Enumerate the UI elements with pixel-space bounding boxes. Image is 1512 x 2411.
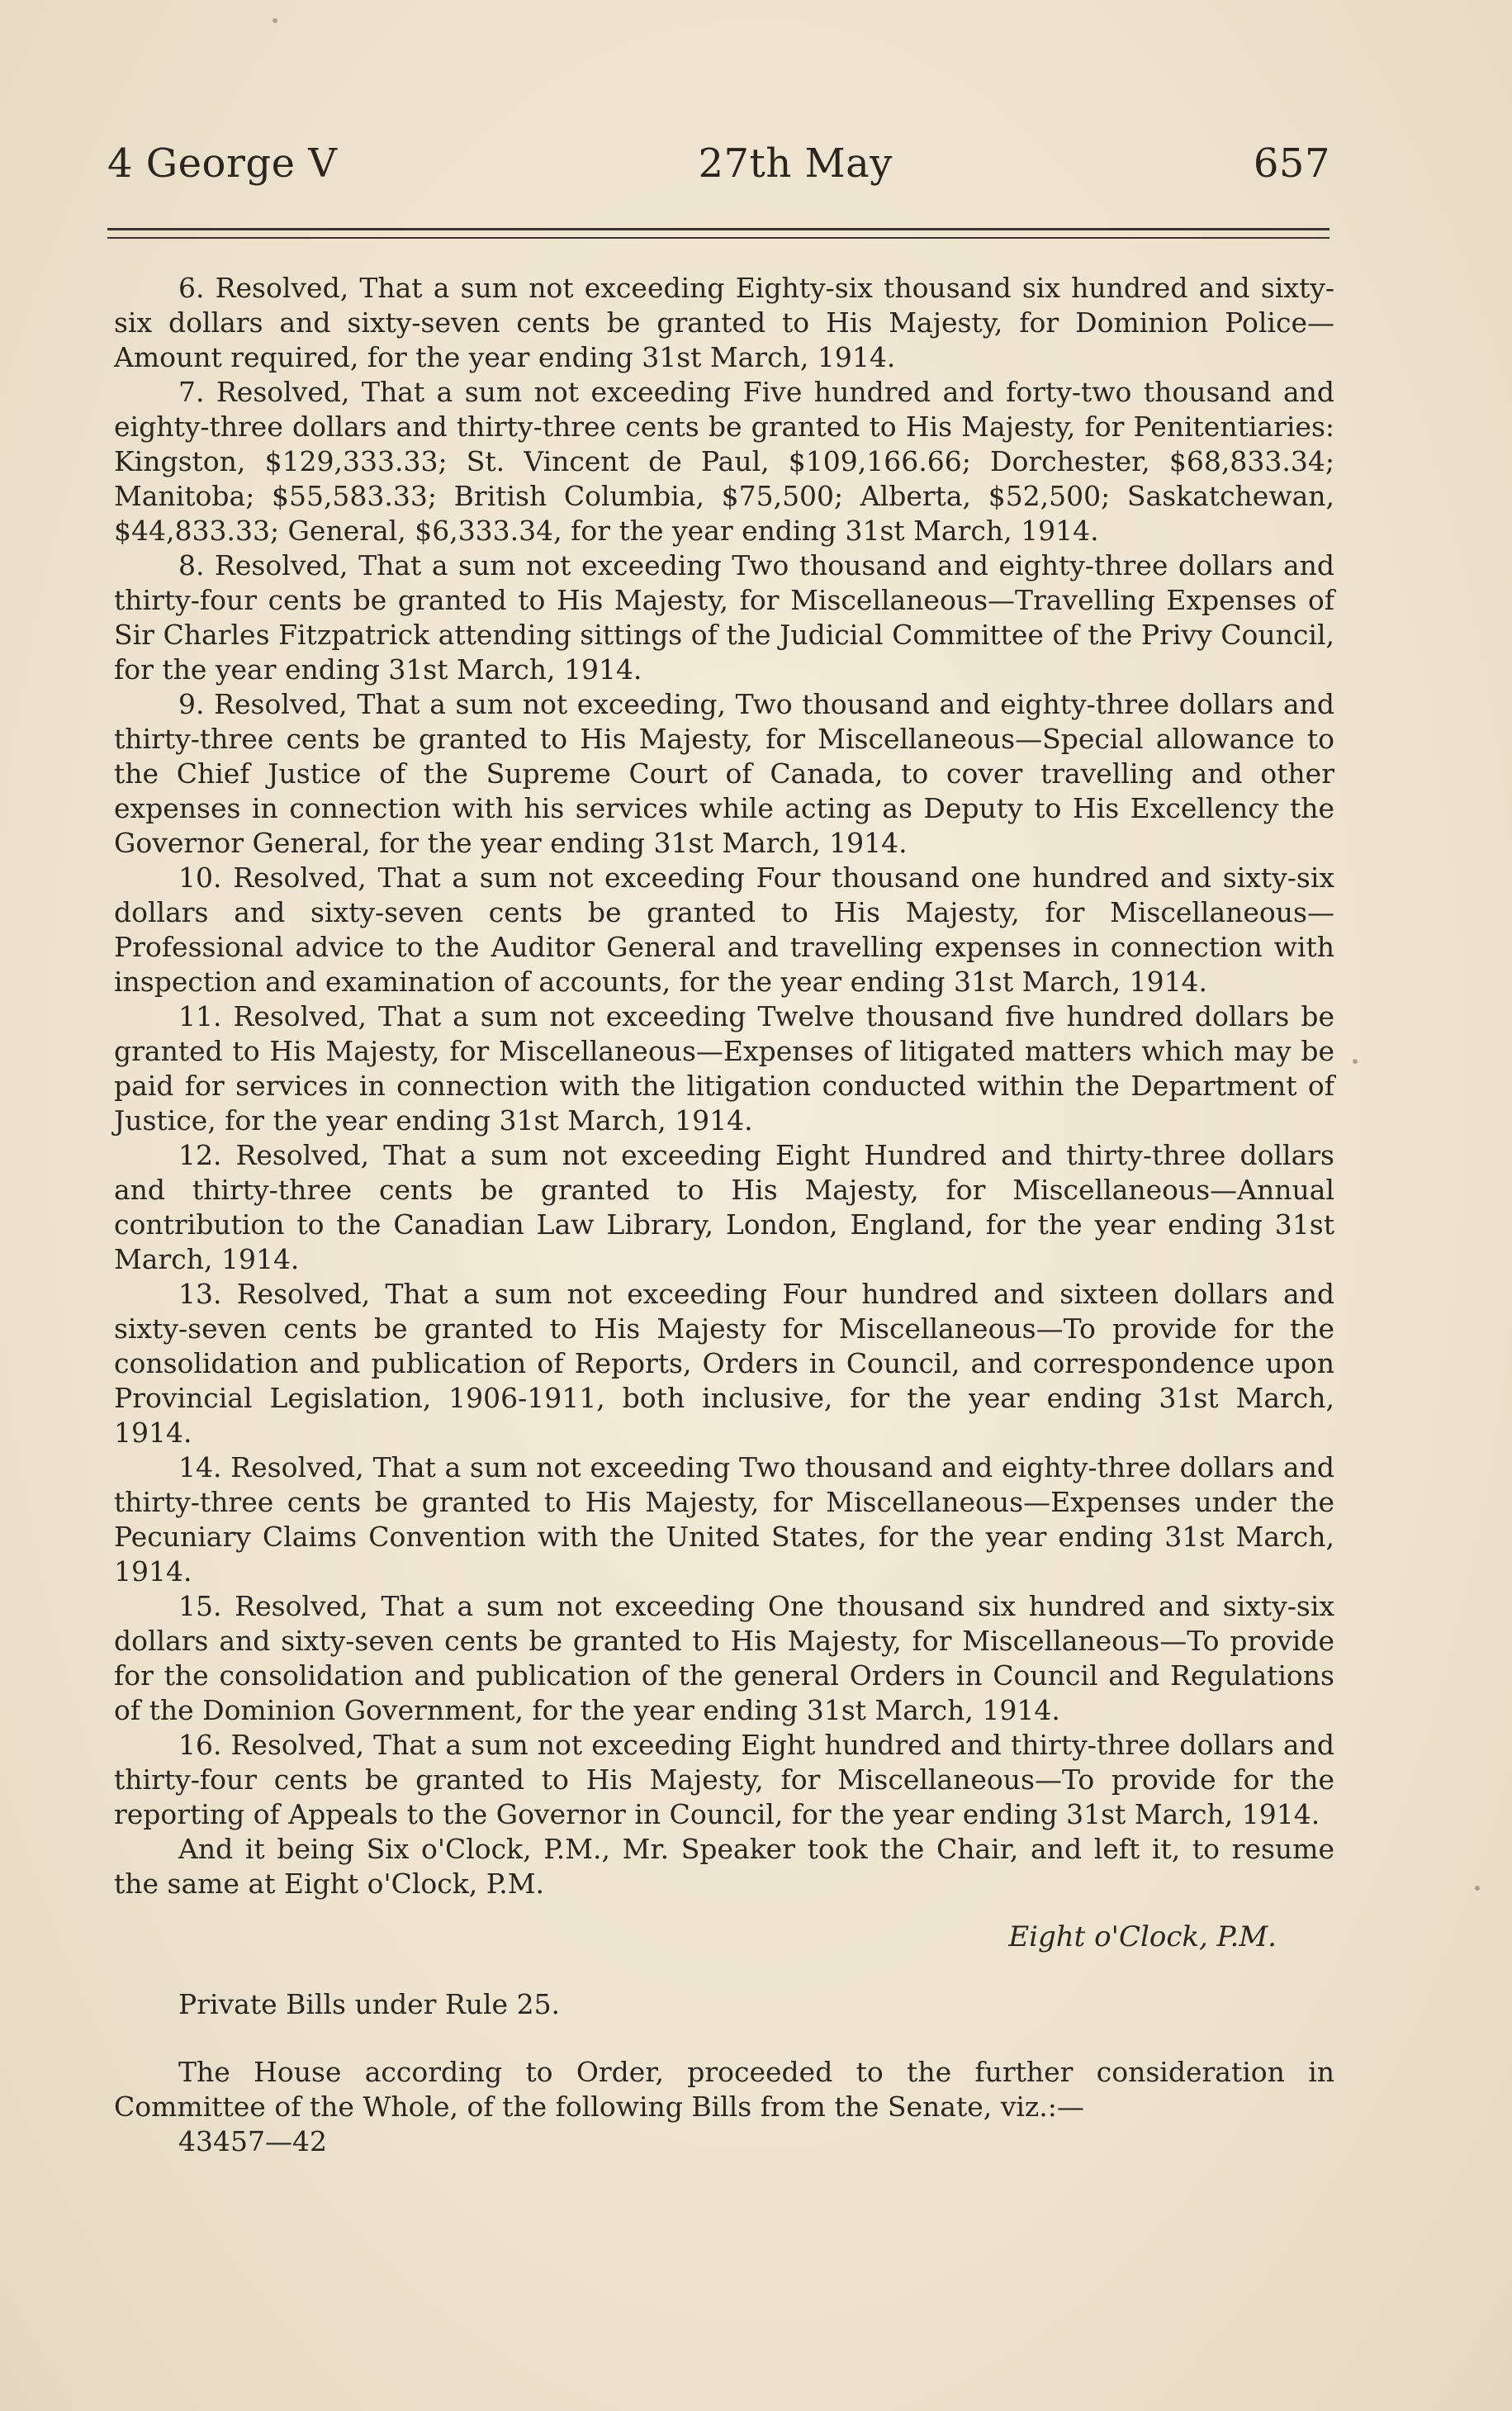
paper-speck bbox=[1353, 1059, 1358, 1064]
resolution-paragraph: 7. Resolved, That a sum not exceeding Five hundred and forty-two thousand and eighty-three dollars and thirty-three cents be granted to His Majesty, for Penitentiaries: Kingston, $129,333.33; St. Vincent de Paul, $109,166.66; Dorchester, $68,833.34; Manitoba; $55,583.33; British Columbia, $75,500; Alberta, $52,500; Saskatchewan, $44,833.33; General, $6,333.34, for the year ending 31st March, 1914. bbox=[114, 376, 1334, 547]
header-regnal-year: 4 George V bbox=[107, 140, 338, 187]
journal-body bbox=[114, 271, 1334, 2159]
resolution-paragraph: 14. Resolved, That a sum not exceeding Two thousand and eighty-three dollars and thirty-three cents be granted to His Majesty, for Miscellaneous—Expenses under the Pecuniary Claims Convention with the United States, for the year ending 31st March, 1914. bbox=[114, 1451, 1334, 1588]
paper-speck bbox=[273, 18, 277, 23]
resolution-paragraph: 13. Resolved, That a sum not exceeding Four hundred and sixteen dollars and sixty-seven cents be granted to His Majesty for Miscellaneous—To provide for the consolidation and publication of Reports, Orders in Council, and correspondence upon Provincial Legislation, 1906-1911, both inclusive, for the year ending 31st March, 1914. bbox=[114, 1278, 1334, 1449]
printer-signature-code: 43457—42 bbox=[178, 2125, 327, 2157]
resolution-paragraph: 6. Resolved, That a sum not exceeding Eighty-six thousand six hundred and sixty-six dollars and sixty-seven cents be granted to His Majesty, for Dominion Police—Amount required, for the year ending 31st March, 1914. bbox=[114, 272, 1334, 373]
resolution-paragraph: 8. Resolved, That a sum not exceeding Two thousand and eighty-three dollars and thirty-four cents be granted to His Majesty, for Miscellaneous—Travelling Expenses of Sir Charles Fitzpatrick attending sittings of the Judicial Committee of the Privy Council, for the year ending 31st March, 1914. bbox=[114, 549, 1334, 686]
header-rule-top bbox=[107, 228, 1330, 230]
resolution-paragraph: 10. Resolved, That a sum not exceeding Four thousand one hundred and sixty-six dollars and sixty-seven cents be granted to His Majesty, for Miscellaneous—Professional advice to the Auditor General and travelling expenses in connection with inspection and examination of accounts, for the year ending 31st March, 1914. bbox=[114, 861, 1334, 998]
committee-intro: The House according to Order, proceeded to the further consideration in Committee of the Whole, of the following Bills from the Senate, viz.:— bbox=[114, 2056, 1334, 2123]
header-page-number: 657 bbox=[1253, 140, 1330, 187]
header-date: 27th May bbox=[698, 140, 893, 187]
section-heading: Private Bills under Rule 25. bbox=[178, 1988, 561, 2020]
resolution-paragraph: 15. Resolved, That a sum not exceeding One thousand six hundred and sixty-six dollars and sixty-seven cents be granted to His Majesty, for Miscellaneous—To provide for the consolidation and publication of the general Orders in Council and Regulations of the Dominion Government, for the year ending 31st March, 1914. bbox=[114, 1590, 1334, 1726]
adjournment-note: And it being Six o'Clock, P.M., Mr. Speaker took the Chair, and left it, to resume the same at Eight o'Clock, P.M. bbox=[114, 1833, 1334, 1900]
resolution-paragraph: 11. Resolved, That a sum not exceeding Twelve thousand five hundred dollars be granted to His Majesty, for Miscellaneous—Expenses of litigated matters which may be paid for services in connection with the litigation conducted within the Department of Justice, for the year ending 31st March, 1914. bbox=[114, 1000, 1334, 1137]
evening-sitting-time: Eight o'Clock, P.M. bbox=[1008, 1920, 1277, 1953]
resolution-paragraph: 9. Resolved, That a sum not exceeding, Two thousand and eighty-three dollars and thirty-three cents be granted to His Majesty, for Miscellaneous—Special allowance to the Chief Justice of the Supreme Court of Canada, to cover travelling and other expenses in connection with his services while acting as Deputy to His Excellency the Governor General, for the year ending 31st March, 1914. bbox=[114, 688, 1334, 859]
running-header bbox=[107, 140, 1330, 198]
resolution-paragraph: 12. Resolved, That a sum not exceeding Eight Hundred and thirty-three dollars and thirty-three cents be granted to His Majesty, for Miscellaneous—Annual contribution to the Canadian Law Library, London, England, for the year ending 31st March, 1914. bbox=[114, 1139, 1334, 1275]
resolution-paragraph: 16. Resolved, That a sum not exceeding Eight hundred and thirty-three dollars and thirty-four cents be granted to His Majesty, for Miscellaneous—To provide for the reporting of Appeals to the Governor in Council, for the year ending 31st March, 1914. bbox=[114, 1729, 1334, 1830]
header-rule-bottom bbox=[107, 237, 1330, 239]
paper-speck bbox=[1475, 1886, 1480, 1891]
